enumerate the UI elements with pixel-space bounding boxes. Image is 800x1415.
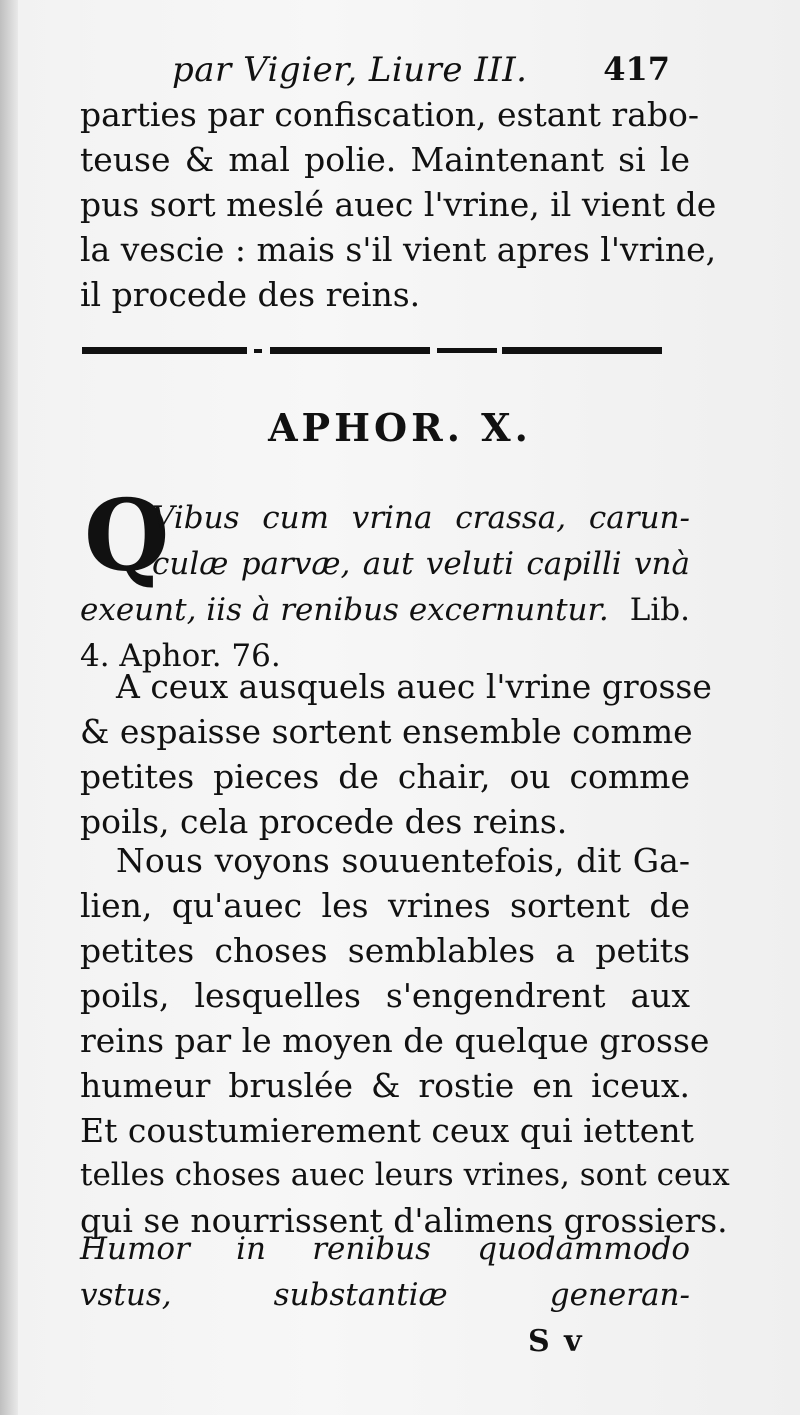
section-title: APHOR. X. — [268, 405, 532, 450]
text-line: lien, qu'auec les vrines sortent de — [80, 886, 690, 925]
text-line: la vescie : mais s'il vient apres l'vrine, — [80, 230, 717, 269]
latin-line: vstus, substantiæ generan- — [80, 1277, 690, 1313]
text-line: A ceux ausquels auec l'vrine grosse — [116, 667, 712, 706]
text-line: petites pieces de chair, ou comme — [80, 757, 690, 796]
text-line: Et coustumierement ceux qui iettent — [80, 1111, 694, 1150]
section-divider-rule — [82, 344, 662, 356]
text-line: parties par confiscation, estant rabo- — [80, 95, 700, 134]
page-number: 417 — [603, 50, 670, 88]
text-line: qui se nourrissent d'alimens grossiers. — [80, 1201, 728, 1240]
latin-line: exeunt, iis à renibus excernuntur. — [80, 592, 609, 628]
text-line: telles choses auec leurs vrines, sont ceux — [80, 1157, 730, 1193]
latin-line-with-reference — [80, 587, 690, 633]
text-line: Nous voyons souuentefois, dit Ga- — [116, 841, 690, 880]
latin-line: Vibus cum vrina crassa, carun- — [152, 500, 690, 536]
page-binding-edge — [0, 0, 18, 1415]
aphorism-reference: 4. Aphor. 76. — [80, 638, 281, 674]
text-line: teuse & mal polie. Maintenant si le — [80, 140, 690, 179]
top-paragraph — [80, 92, 717, 317]
text-line: & espaisse sortent ensemble comme — [80, 712, 693, 751]
translation-paragraph — [80, 664, 712, 844]
drop-capital: Q — [84, 479, 170, 594]
galien-paragraph — [80, 838, 730, 1243]
signature-mark: S v — [528, 1324, 584, 1359]
running-title: par Vigier, Liure III. — [172, 50, 528, 90]
text-line: il procede des reins. — [80, 275, 421, 314]
aphorism-latin — [80, 495, 690, 679]
aphorism-reference: Lib. — [629, 592, 690, 628]
text-line: poils, lesquelles s'engendrent aux — [80, 976, 690, 1015]
latin-line: Humor in renibus quodammodo — [80, 1231, 690, 1267]
text-line: petites choses semblables a petits — [80, 931, 690, 970]
page-header — [150, 50, 690, 94]
latin-line: culæ parvæ, aut veluti capilli vnà — [152, 546, 690, 582]
text-line: pus sort meslé auec l'vrine, il vient de — [80, 185, 717, 224]
text-line: reins par le moyen de quelque grosse — [80, 1021, 710, 1060]
text-line: humeur bruslée & rostie en iceux. — [80, 1066, 690, 1105]
text-line: poils, cela procede des reins. — [80, 802, 568, 841]
latin-quotation — [80, 1226, 690, 1318]
